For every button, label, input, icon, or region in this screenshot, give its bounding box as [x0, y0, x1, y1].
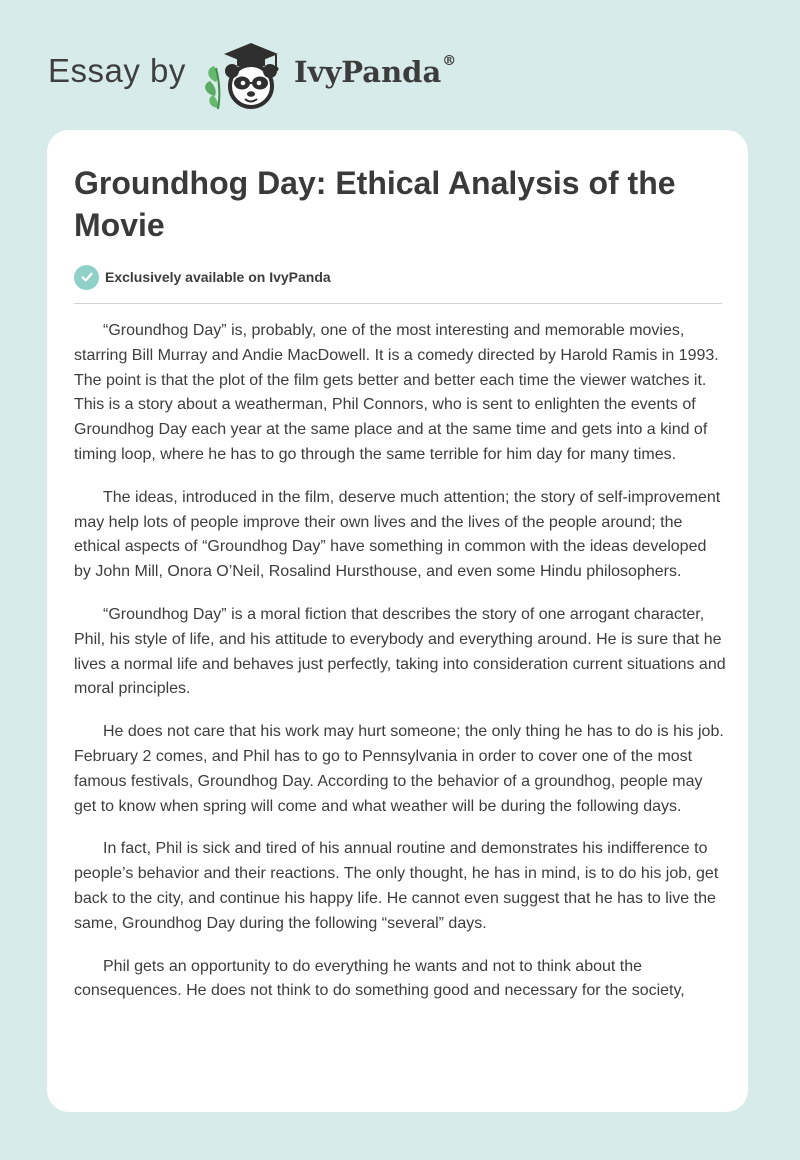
exclusive-badge	[74, 264, 331, 290]
brand-name-text: IvyPanda	[294, 55, 442, 89]
article-paragraph: “Groundhog Day” is, probably, one of the most interesting and memorable movies, starring Bill Murray and Andie MacDowell. It is a comedy directed by Harold Ramis in 1993. The point is that the plot of the film gets better and better each time the viewer watches it. This is a story about a weatherman, Phil Connors, who is sent to enlighten the events of Groundhog Day each year at the same place and at the same time and gets into a kind of timing loop, where he has to go through the same terrible for him day for many times.	[74, 322, 719, 463]
article-body	[74, 319, 726, 1022]
registered-mark: ®	[442, 53, 457, 69]
article-paragraph: The ideas, introduced in the film, deserve much attention; the story of self-improvement may help lots of people improve their own lives and the lives of the people around; the ethical aspects of “Groundhog Day” have something in common with the ideas developed by John Mill, Onora O’Neil, Rosalind Hursthouse, and even some Hindu philosophers.	[74, 488, 721, 581]
article-card	[47, 130, 748, 1112]
article-paragraph: He does not care that his work may hurt someone; the only thing he has to do is his job. February 2 comes, and Phil has to go to Pennsylvania in order to cover one of the most famous festivals, Groundhog Day. According to the behavior of a groundhog, people may get to know when spring will come and what weather will be during the following days.	[74, 723, 724, 815]
title-divider	[74, 303, 722, 304]
site-header	[48, 38, 748, 112]
brand-name[interactable]	[294, 55, 456, 89]
article-paragraph: Phil gets an opportunity to do everything he wants and not to think about the consequences. He does not think to do something good and necessary for the society,	[74, 957, 685, 1000]
article-title: Groundhog Day: Ethical Analysis of the Movie	[74, 165, 676, 243]
panda-logo-icon[interactable]	[202, 38, 292, 110]
check-circle-icon	[74, 265, 99, 290]
exclusive-badge-text: Exclusively available on IvyPanda	[105, 269, 331, 285]
article-paragraph: “Groundhog Day” is a moral fiction that describes the story of one arrogant character, Phil, his style of life, and his attitude to everybody and everything around. He is sure that he lives a normal life and behaves just perfectly, taking into consideration current situations and moral principles.	[74, 605, 726, 698]
essay-by-label: Essay by	[48, 52, 186, 89]
article-paragraph: In fact, Phil is sick and tired of his annual routine and demonstrates his indifference to people’s behavior and their reactions. The only thought, he has in mind, is to do his job, get back to the city, and continue his happy life. He cannot even suggest that he has to live the same, Groundhog Day during the following “several” days.	[74, 840, 719, 932]
